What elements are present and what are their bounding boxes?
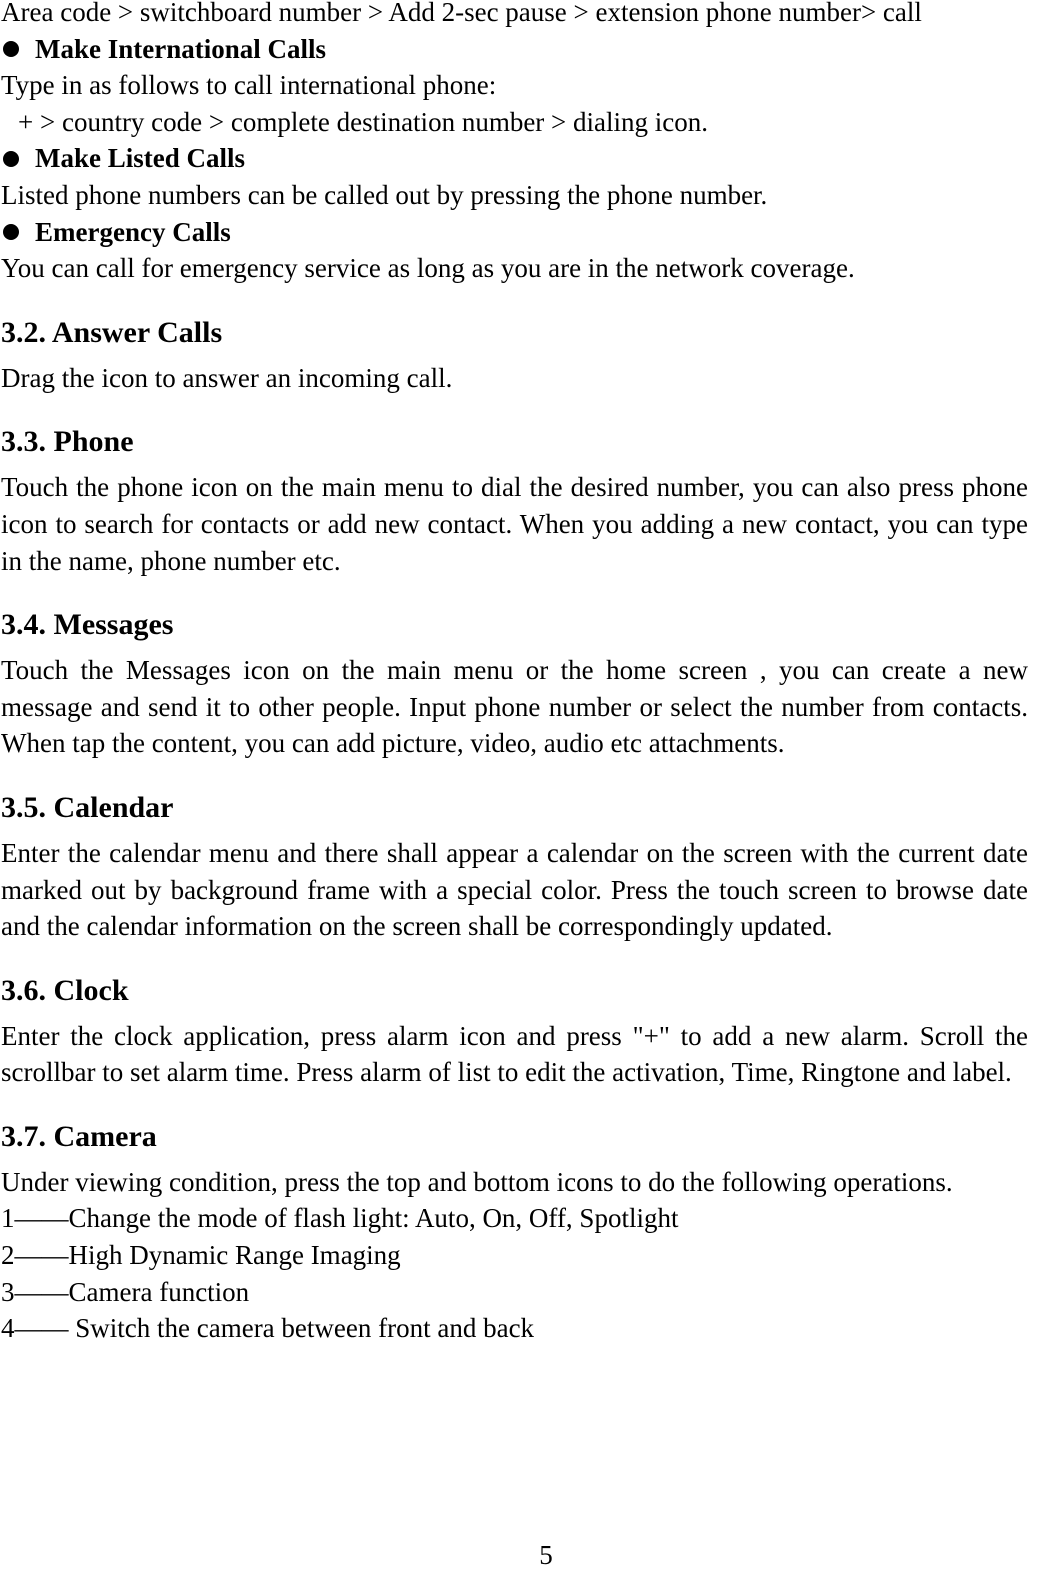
section-heading-messages: 3.4. Messages: [1, 608, 174, 642]
bullet-emergency-calls: [1, 214, 1028, 251]
international-sequence: + > country code > complete destination number > dialing icon.: [18, 106, 708, 137]
section-text-calendar: Enter the calendar menu and there shall appear a calendar on the screen with the current date marked out by background frame with a special color. Press the touch screen to browse date and the calendar information on the screen shall be correspondingly updated.: [1, 837, 1028, 942]
bullet-listed-calls: [1, 140, 1028, 177]
section-text-clock: Enter the clock application, press alarm icon and press "+" to add a new alarm. Scroll the scrollbar to set alarm time. Press alarm of list to edit the activation, Time, Ringtone and label.: [1, 1020, 1028, 1088]
section-heading-camera: 3.7. Camera: [1, 1119, 157, 1153]
intro-paragraph: Area code > switchboard number > Add 2-sec pause > extension phone number> call: [1, 0, 922, 27]
bullet-title: Emergency Calls: [35, 216, 231, 247]
section-text-messages: Touch the Messages icon on the main menu or the home screen , you can create a new message and send it to other people. Input phone number or select the number from contacts. When tap the content, you can add picture, video, audio etc attachments.: [1, 655, 1028, 759]
bullet-dot-icon: [3, 224, 19, 240]
section-heading-phone: 3.3. Phone: [1, 425, 134, 459]
section-text-answer-calls: Drag the icon to answer an incoming call.: [1, 362, 453, 393]
camera-list-item-3: 3——Camera function: [1, 1276, 250, 1307]
section-heading-calendar: 3.5. Calendar: [1, 790, 174, 824]
camera-list-item-2: 2——High Dynamic Range Imaging: [1, 1240, 401, 1271]
section-heading-clock: 3.6. Clock: [1, 973, 129, 1007]
page-number: 5: [539, 1540, 553, 1570]
bullet-title: Make International Calls: [35, 33, 327, 64]
bullet-title: Make Listed Calls: [35, 143, 246, 174]
bullet-dot-icon: [3, 41, 19, 57]
camera-list-item-1: 1——Change the mode of flash light: Auto, On, Off, Spotlight: [1, 1203, 679, 1234]
section-text-phone: Touch the phone icon on the main menu to dial the desired number, you can also press phone icon to search for contacts or add new contact. When you adding a new contact, you can type in the name, phone number etc.: [1, 472, 1028, 576]
document-page: [1, 0, 1028, 1347]
bullet-dot-icon: [3, 151, 19, 167]
section-heading-answer-calls: 3.2. Answer Calls: [1, 315, 223, 349]
international-instruction: Type in as follows to call international phone:: [1, 70, 497, 101]
emergency-calls-text: You can call for emergency service as long as you are in the network coverage.: [1, 253, 855, 284]
camera-list-item-4: 4—— Switch the camera between front and back: [1, 1313, 535, 1344]
bullet-international-calls: [1, 31, 1028, 68]
listed-calls-text: Listed phone numbers can be called out by pressing the phone number.: [1, 179, 768, 210]
section-text-camera: Under viewing condition, press the top and bottom icons to do the following operations.: [1, 1166, 953, 1197]
